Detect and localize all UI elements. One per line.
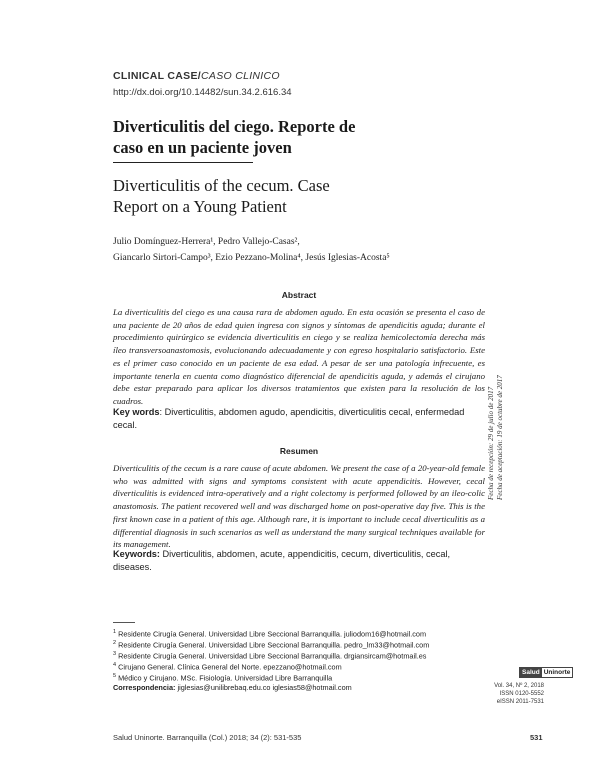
title-english: Diverticulitis of the cecum. Case Report on a Young Patient [113,176,330,216]
page-number: 531 [530,733,543,742]
abstract-body: La diverticulitis del ciego es una causa rara de abdomen agudo. En esta ocasión se presenta el caso de una paciente de 20 años de edad quien ingresa con signos y síntomas de apendicitis aguda; durante el procedimiento quirúrgico se evidencia diverticulitis en ciego y se realiza hemicolectomía derecha más íleo transversoanastomosis, evolucionando adecuadamente y con egreso hospitalario satisfactorio. Este es el primer caso conocido en un paciente de esa edad. A pesar de ser una patología infrecuente, es importante tenerla en cuenta como diagnóstico diferencial de apendicitis aguda, y además el cirujano debe estar preparado para aplicar los diversos tratamientos que existen para la resolución de los cuadros. [113,307,485,406]
journal-logo: Salud Uninorte [519,667,573,678]
footnotes [113,628,483,692]
resumen-heading: Resumen [279,446,319,456]
title-divider [113,162,253,163]
footnote-4: $^4$ Cirujano General. Clínica General del Norte. epezzano@hotmail.com [113,661,342,672]
abstract-heading: Abstract [281,290,317,300]
footer-citation: Salud Uninorte. Barranquilla (Col.) 2018; 34 (2): 531-535 [113,733,302,742]
authors: Julio Domínguez-Herrera¹, Pedro Vallejo-Casas², Giancarlo Sirtori-Campo³, Ezio Pezzano-Molina⁴, Jesús Iglesias-Acosta⁵ [113,237,390,263]
correspondence: Correspondencia: jiglesias@unilibrebaq.edu.co iglesias58@hotmail.com [113,682,352,692]
received-date: Fecha de recepción: 29 de julio de 2017 [487,386,495,500]
issue-info: Vol. 34, Nº 2, 2018 ISSN 0120-5552 eISSN 2011-7531 [494,683,544,705]
footnote-2: $^2$ Residente Cirugía General. Universidad Libre Seccional Barranquilla. pedro_lm33@hotmail.com [113,639,430,650]
footnote-5: $^5$ Médico y Cirujano. MSc. Fisiología. Universidad Libre Barranquilla [113,672,333,683]
accepted-date: Fecha de aceptación: 19 de octubre de 2017 [496,375,504,500]
section-label: CLINICAL CASE/CASO CLINICO [113,70,280,82]
footnote-3: $^3$ Residente Cirugía General. Universidad Libre Seccional Barranquilla. drgiansircam@hotmail.es [113,650,427,661]
title-spanish: Diverticulitis del ciego. Reporte de caso en un paciente joven [113,117,356,157]
footnote-1: $^1$ Residente Cirugía General. Universidad Libre Seccional Barranquilla. juliodom16@hotmail.com [113,629,427,639]
doi-link[interactable]: http://dx.doi.org/10.14482/sun.34.2.616.34 [113,87,292,98]
abstract-keywords: Key words: Diverticulitis, abdomen agudo, apendicitis, diverticulitis cecal, enfermedad cecal. [113,407,465,430]
footnote-divider [113,622,135,623]
resumen-body: Diverticulitis of the cecum is a rare cause of acute abdomen. We present the case of a 20-year-old female who was admitted with signs and symptoms consistent with acute appendicitis. However, cecal diverticulitis is evidenced intra-operatively and a right colectomy is performed followed by an ileo-colic anastomosis. The patient recovered well and was discharged home on post-operative day five. This is the first known case in a patient of this age. Although rare, it is important to include cecal diverticulitis as a differential diagnosis in such scenarios as well as understand the many surgical techniques available for its management. [113,463,485,550]
resumen-keywords: Keywords: Diverticulitis, abdomen, acute, appendicitis, cecum, diverticulitis, cecal, diseases. [113,549,451,572]
